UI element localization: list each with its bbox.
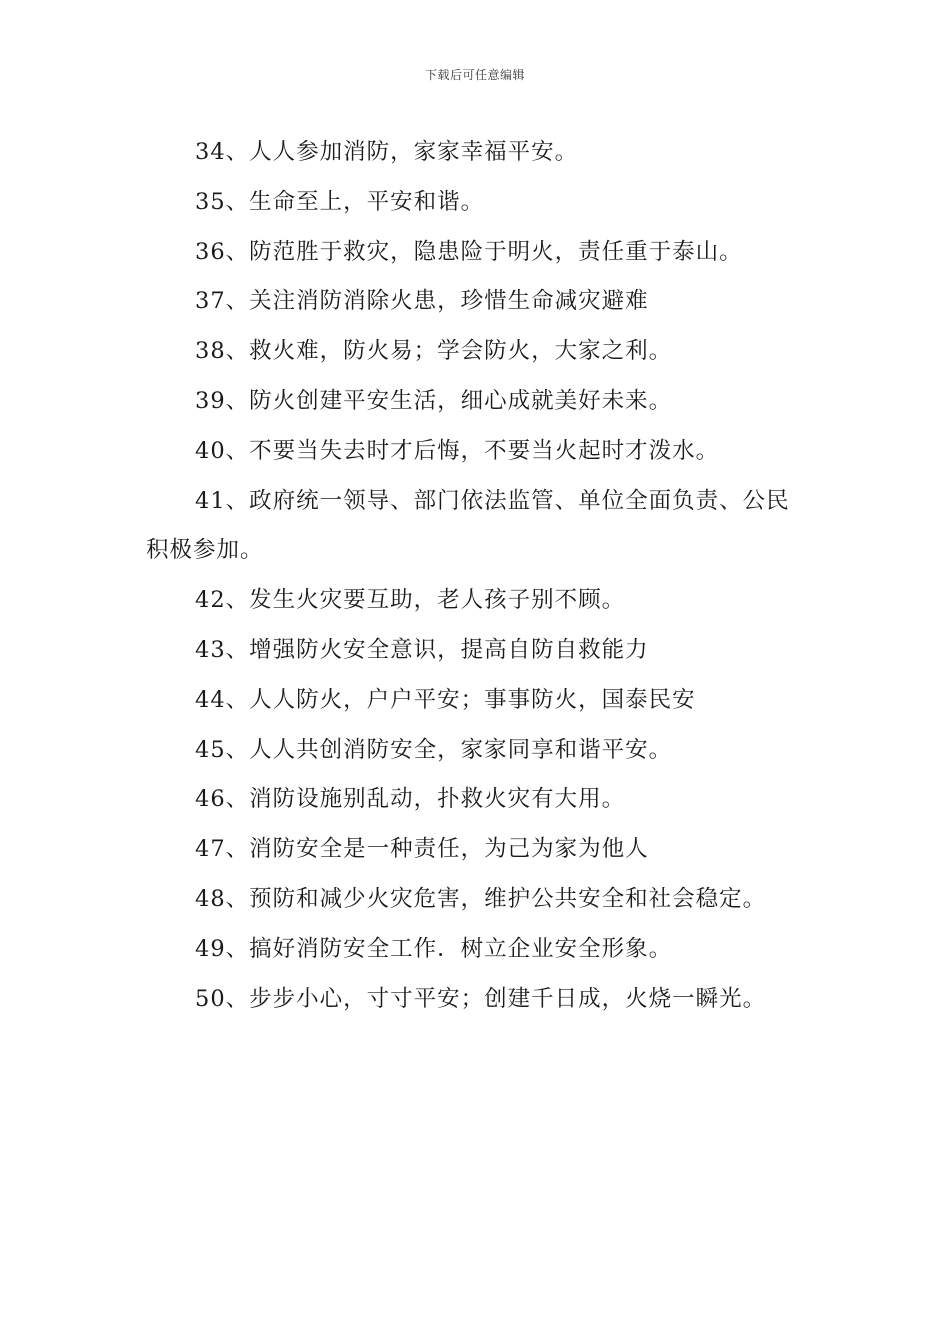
slogan-40: 40、不要当失去时才后悔，不要当火起时才泼水。	[195, 437, 720, 464]
slogan-36: 36、防范胜于救灾，隐患险于明火，责任重于泰山。	[195, 238, 743, 265]
slogan-42: 42、发生火灾要互助，老人孩子别不顾。	[195, 587, 626, 614]
slogan-41: 41、政府统一领导、部门依法监管、单位全面负责、公民积极参加。	[146, 487, 790, 564]
slogan-37: 37、关注消防消除火患，珍惜生命减灾避难	[195, 288, 649, 315]
slogan-39: 39、防火创建平安生活，细心成就美好未来。	[195, 387, 673, 414]
slogan-46: 46、消防设施别乱动，扑救火灾有大用。	[195, 786, 626, 813]
slogan-list	[146, 128, 806, 1024]
slogan-38: 38、救火难，防火易；学会防火，大家之利。	[195, 338, 673, 365]
slogan-45: 45、人人共创消防安全，家家同享和谐平安。	[195, 736, 673, 763]
slogan-48: 48、预防和减少火灾危害，维护公共安全和社会稳定。	[195, 885, 767, 912]
slogan-44: 44、人人防火，户户平安；事事防火，国泰民安	[195, 686, 696, 713]
page-header: 下载后可任意编辑	[424, 68, 525, 82]
slogan-50: 50、步步小心，寸寸平安；创建千日成，火烧一瞬光。	[195, 985, 767, 1012]
slogan-34: 34、人人参加消防，家家幸福平安。	[195, 139, 579, 165]
slogan-35: 35、生命至上，平安和谐。	[195, 188, 485, 215]
slogan-49: 49、搞好消防安全工作．树立企业安全形象。	[195, 935, 673, 962]
slogan-47: 47、消防安全是一种责任，为己为家为他人	[195, 836, 649, 863]
slogan-43: 43、增强防火安全意识，提高自防自救能力	[195, 636, 649, 663]
